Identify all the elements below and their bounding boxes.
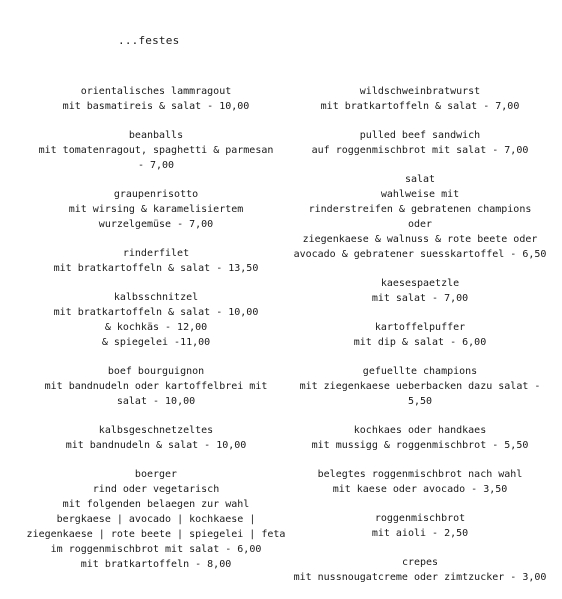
dish-name: kartoffelpuffer (374, 322, 466, 333)
menu-title: ...festes (118, 34, 180, 47)
dish-description-line: mit bratkartoffeln - 8,00 (80, 559, 232, 570)
menu-item (284, 467, 556, 497)
dish-description-line: mit tomatenragout, spaghetti & parmesan (38, 145, 274, 156)
dish-description-line: mit wirsing & karamelisiertem (68, 204, 244, 215)
dish-description-line: im roggenmischbrot mit salat - 6,00 (50, 544, 262, 555)
menu-item (284, 172, 556, 262)
dish-name: kaesespaetzle (380, 278, 460, 289)
menu-item (284, 511, 556, 541)
menu-item (14, 128, 298, 173)
left-menu-column (14, 84, 298, 586)
menu-item (14, 290, 298, 350)
menu-item (14, 246, 298, 276)
dish-description-line: 5,50 (407, 396, 433, 407)
menu-item (284, 84, 556, 114)
menu-item (284, 320, 556, 350)
dish-description-line: & kochkäs - 12,00 (104, 322, 208, 333)
dish-description-line: mit bandnudeln oder kartoffelbrei mit (44, 381, 268, 392)
dish-description-line: mit salat - 7,00 (371, 293, 469, 304)
dish-name: kalbsschnitzel (113, 292, 199, 303)
menu-item (284, 364, 556, 409)
dish-description-line: ziegenkaese | rote beete | spiegelei | feta (26, 529, 286, 540)
dish-name: beanballs (128, 130, 184, 141)
menu-item (284, 555, 556, 585)
dish-description-line: ziegenkaese & walnuss & rote beete oder (302, 234, 538, 245)
dish-description-line: avocado & gebratener suesskartoffel - 6,50 (293, 249, 547, 260)
dish-description-line: mit ziegenkaese ueberbacken dazu salat - (299, 381, 541, 392)
dish-description-line: mit bandnudeln & salat - 10,00 (65, 440, 247, 451)
menu-item (14, 187, 298, 232)
dish-description-line: wahlweise mit (380, 189, 460, 200)
dish-description-line: rinderstreifen & gebratenen champions (308, 204, 532, 215)
menu-item (14, 364, 298, 409)
dish-description-line: bergkaese | avocado | kochkaese | (56, 514, 256, 525)
dish-description-line: mit nussnougatcreme oder zimtzucker - 3,00 (293, 572, 547, 583)
dish-name: belegtes roggenmischbrot nach wahl (317, 469, 523, 480)
dish-description-line: mit mussigg & roggenmischbrot - 5,50 (311, 440, 529, 451)
dish-name: rinderfilet (122, 248, 190, 259)
right-menu-column (284, 84, 556, 599)
dish-name: wildschweinbratwurst (359, 86, 481, 97)
dish-description-line: rind oder vegetarisch (92, 484, 220, 495)
dish-description-line: mit aioli - 2,50 (371, 528, 469, 539)
dish-description-line: oder (407, 219, 433, 230)
dish-name: roggenmischbrot (374, 513, 466, 524)
dish-description-line: mit basmatireis & salat - 10,00 (62, 101, 250, 112)
dish-description-line: mit dip & salat - 6,00 (353, 337, 487, 348)
dish-name: kalbsgeschnetzeltes (98, 425, 214, 436)
dish-description-line: mit bratkartoffeln & salat - 7,00 (320, 101, 520, 112)
dish-description-line: auf roggenmischbrot mit salat - 7,00 (311, 145, 529, 156)
dish-name: kochkaes oder handkaes (353, 425, 487, 436)
dish-name: graupenrisotto (113, 189, 199, 200)
dish-name: orientalisches lammragout (80, 86, 232, 97)
dish-description-line: wurzelgemüse - 7,00 (98, 219, 214, 230)
menu-item (14, 84, 298, 114)
dish-description-line: mit kaese oder avocado - 3,50 (332, 484, 508, 495)
dish-description-line: mit bratkartoffeln & salat - 10,00 (53, 307, 259, 318)
dish-description-line: & spiegelei -11,00 (101, 337, 211, 348)
menu-item (14, 467, 298, 572)
dish-name: pulled beef sandwich (359, 130, 481, 141)
dish-name: gefuellte champions (362, 366, 478, 377)
dish-name: crepes (401, 557, 439, 568)
menu-item (14, 423, 298, 453)
dish-name: boerger (134, 469, 178, 480)
dish-description-line: mit folgenden belaegen zur wahl (62, 499, 250, 510)
dish-description-line: salat - 10,00 (116, 396, 196, 407)
dish-name: salat (404, 174, 436, 185)
menu-item (284, 423, 556, 453)
menu-item (284, 276, 556, 306)
dish-name: boef bourguignon (107, 366, 205, 377)
menu-item (284, 128, 556, 158)
dish-description-line: mit bratkartoffeln & salat - 13,50 (53, 263, 259, 274)
dish-description-line: - 7,00 (137, 160, 175, 171)
